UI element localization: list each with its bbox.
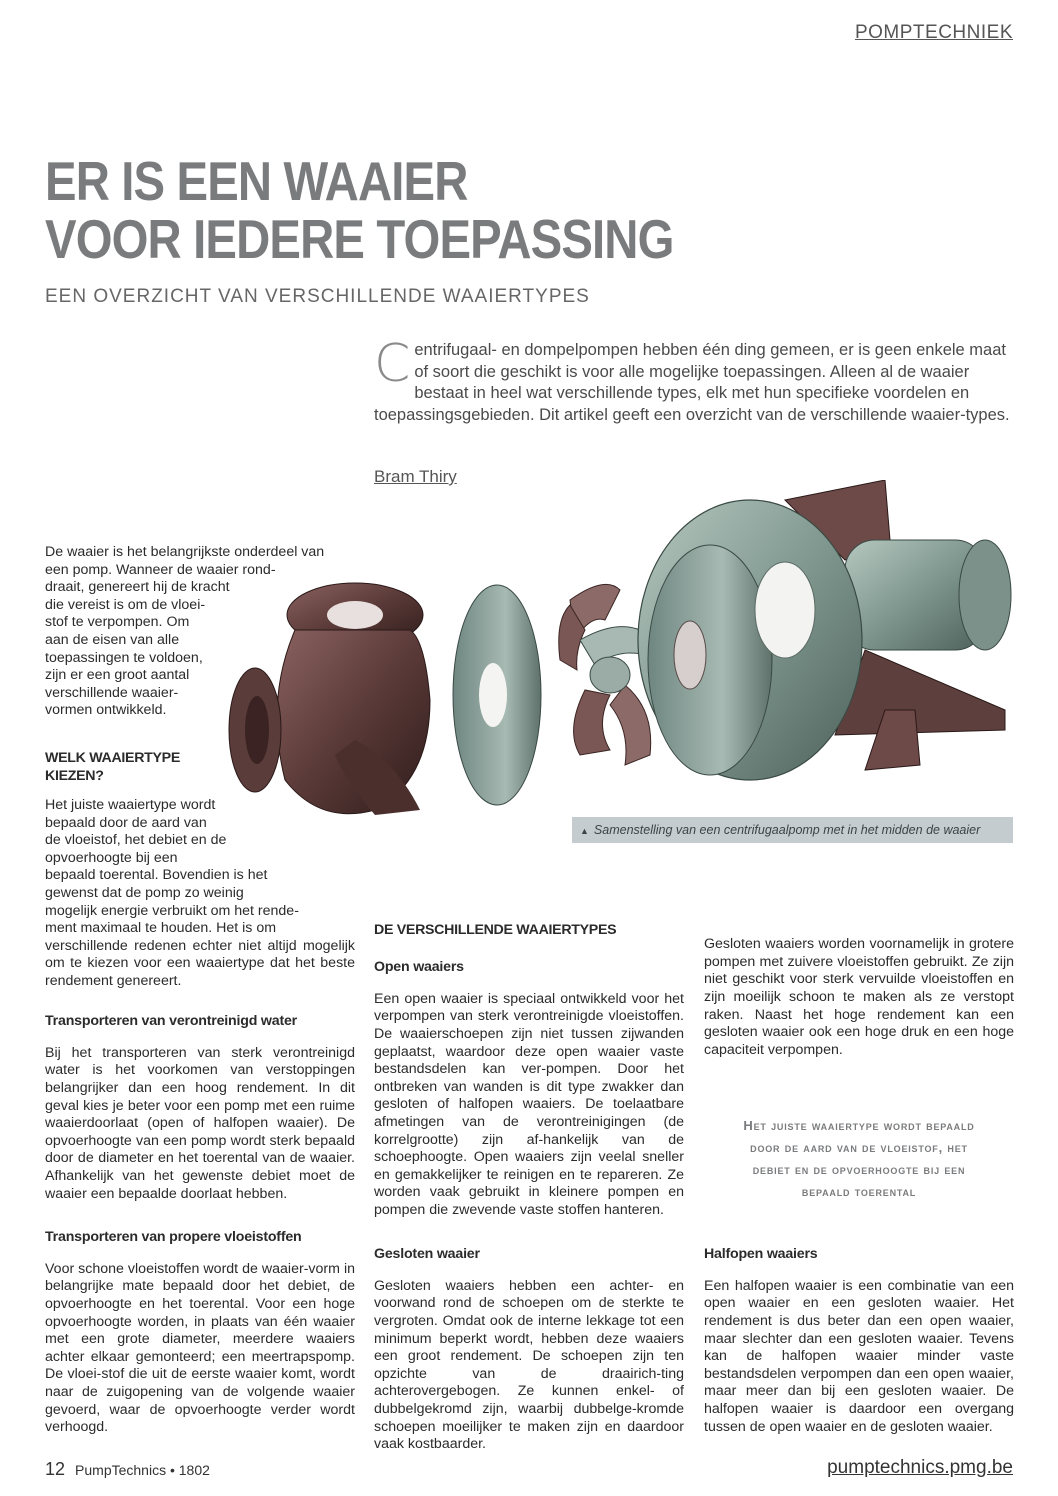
section-semi-open <box>704 1246 1014 1450</box>
dirty-water-text: Bij het transporteren van sterk verontreinigd water is het voorkomen van verstoppingen belangrijker dan een hoog rendement. In dit geval kies je beter voor een pomp met een ruime waaierdoorlaat (open of halfopen waaier). De opvoerhoogte van een pomp wordt sterk bepaald door de diameter en het toerental van de waaier. Afhankelijk van het gewenste debiet moet de waaier een bepaalde doorlaat hebben. <box>45 1044 355 1202</box>
heading-closed-impeller: Gesloten waaier <box>374 1246 480 1262</box>
choose-line: mogelijk energie verbruikt om het rende- <box>45 902 299 919</box>
heading-impeller-types: DE VERSCHILLENDE WAAIERTYPES <box>374 922 617 938</box>
section-types <box>374 922 684 940</box>
lead-line: zijn er een groot aantal <box>45 667 190 684</box>
choose-line: gewenst dat de pomp zo weinig <box>45 884 244 901</box>
intro-paragraph <box>374 334 1014 426</box>
heading-semi-open-impellers: Halfopen waaiers <box>704 1246 818 1262</box>
title-line-2: VOOR IEDERE TOEPASSING <box>45 208 674 270</box>
lead-line: die vereist is om de vloei- <box>45 596 206 613</box>
section-closed-cont <box>704 922 1014 1074</box>
lead-line: toepassingen te voldoen, <box>45 649 203 666</box>
lead-line: aan de eisen van alle <box>45 631 180 648</box>
website-link[interactable]: pumptechnics.pmg.be <box>827 1457 1013 1478</box>
triangle-up-icon: ▲ <box>580 826 589 836</box>
lead-line: draait, genereert hij de kracht <box>45 579 230 596</box>
heading-line: KIEZEN? <box>45 767 104 784</box>
caption-text: Samenstelling van een centrifugaalpomp met in het midden de waaier <box>593 823 981 837</box>
choose-paragraph <box>45 797 355 991</box>
closed-impeller-text: Gesloten waaiers hebben een achter- en voorwand rond de schoepen om de sterkte te vergroten. Omdat ook de interne lekkage tot een minimum beperkt wordt, hebben deze waaiers een groot rendement. De schoepen zijn ten opzichte van de draairich-ting achterovergebogen. Ze kunnen enkel- of dubbelgekromd zijn, waarbij dubbelge-kromde schoepen moeilijker te maken zijn en daardoor vaak kostbaarder. <box>374 1277 684 1453</box>
cover-plate <box>453 585 541 805</box>
heading-dirty-water: Transporteren van verontreinigd water <box>45 1013 297 1029</box>
choose-line: opvoerhoogte bij een <box>45 849 178 866</box>
heading-open-impellers: Open waaiers <box>374 959 464 975</box>
closed-continued-text: Gesloten waaiers worden voornamelijk in grotere pompen met zuivere vloeistoffen gebruikt. Ze zijn niet geschikt voor sterk vervuilde vloeistoffen en zijn moeilijk schoon te maken als ze verstopt raken. Naast het hoge rendement kan een gesloten waaier ook een hoge druk en een hoge capaciteit verpompen. <box>704 936 1014 1058</box>
lead-line: een pomp. Wanneer de waaier rond- <box>45 561 276 578</box>
bearing-housing <box>638 480 1011 780</box>
choose-line: bepaald door de aard van <box>45 814 207 831</box>
choose-line: bepaald toerental. Bovendien is het <box>45 867 268 884</box>
lead-line: stof te verpompen. Om <box>45 614 190 631</box>
choose-line: ment maximaal te houden. Het is om <box>45 920 277 937</box>
magazine-issue: PumpTechnics • 1802 <box>75 1462 210 1478</box>
pull-quote-line: door de aard van de vloeistof, het <box>750 1140 968 1155</box>
choose-line: de vloeistof, het debiet en de <box>45 832 227 849</box>
footer-info <box>45 1459 210 1480</box>
pull-quote-line: bepaald toerental <box>801 1184 917 1199</box>
pull-quote-line: Het juiste waaiertype wordt bepaald <box>743 1118 975 1133</box>
heading-line: WELK WAAIERTYPE <box>45 750 181 766</box>
figure-caption <box>572 817 1013 843</box>
section-tag: POMPTECHNIEK <box>854 22 1013 43</box>
lead-line: vormen ontwikkeld. <box>45 702 167 719</box>
drop-cap: C <box>374 334 411 394</box>
semi-open-text: Een halfopen waaier is een combinatie van een open waaier en een gesloten waaier. Het rendement is dus beter dan een open waaier, maar slechter dan een gesloten waaier. Tevens kan de halfopen waaier minder vaste bestandsdelen verpompen dan een open waaier, maar meer dan bij een gesloten waaier. De halfopen waaier is daardoor een overgang tussen de open waaier en de gesloten waaier. <box>704 1277 1014 1435</box>
section-dirty <box>45 1013 355 1217</box>
pull-quote <box>704 1115 1014 1203</box>
heading-choose <box>45 750 355 785</box>
clean-liquids-text: Voor schone vloeistoffen wordt de waaier-vorm in belangrijke mate bepaald door het debiet, de opvoerhoogte en het toerental. Voor een hoge opvoerhoogte worden, in plaats van één waaier met een grote diameter, meerdere waaiers achter elkaar gemonteerd; een meertrapspomp. De vloei-stof die uit de eerste waaier komt, wordt naar de zuigopening van de volgende waaier gevoerd, waar de opvoerhoogte verder wordt verhoogd. <box>45 1260 355 1436</box>
page-title <box>45 152 733 268</box>
impeller <box>559 584 651 765</box>
page-number: 12 <box>45 1459 66 1479</box>
choose-rest: verschillende redenen echter niet altijd mogelijk om te kiezen voor een waaiertype dat het beste rendement genereert. <box>45 937 355 989</box>
lead-paragraph <box>45 544 355 720</box>
lead-line: verschillende waaier- <box>45 684 179 701</box>
lead-line: De waaier is het belangrijkste onderdeel van <box>45 544 325 560</box>
heading-clean-liquids: Transporteren van propere vloeistoffen <box>45 1229 302 1245</box>
section-clean <box>45 1229 355 1451</box>
pull-quote-line: debiet en de opvoerhoogte bij een <box>752 1162 966 1177</box>
title-line-1: ER IS EEN WAAIER <box>45 150 468 212</box>
section-closed <box>374 1246 684 1468</box>
section-open <box>374 959 684 1234</box>
open-impellers-text: Een open waaier is speciaal ontwikkeld voor het verpompen van sterk verontreinigde vloeistoffen. De waaierschoepen zijn niet tussen zijwanden geplaatst, waardoor deze open waaier vaste bestandsdelen kan ver-pompen. Door het ontbreken van wanden is dit type zwakker dan gesloten of halfopen waaiers. De toelaatbare afmetingen van de verontreinigingen (de korrelgrootte) zijn af-hankelijk van de schoephoogte. Open waaiers zijn veelal sneller en gemakkelijker te reinigen en te repareren. Ze worden vaak gebruikt in kleinere pompen en pompen die zwevende vaste stoffen hanteren. <box>374 990 684 1218</box>
author-link[interactable]: Bram Thiry <box>374 467 457 486</box>
choose-line: Het juiste waaiertype wordt <box>45 797 216 813</box>
subtitle: EEN OVERZICHT VAN VERSCHILLENDE WAAIERTYPES <box>45 286 590 307</box>
intro-text: entrifugaal- en dompelpompen hebben één ding gemeen, er is geen enkele maat of soort die geschikt is voor alle mogelijke toepassingen. Alleen al de waaier bestaat in heel wat verschillende types, elk met hun specifieke voordelen en toepassingsgebieden. Dit artikel geeft een overzicht van de verschillende waaier-types. <box>374 341 1010 424</box>
